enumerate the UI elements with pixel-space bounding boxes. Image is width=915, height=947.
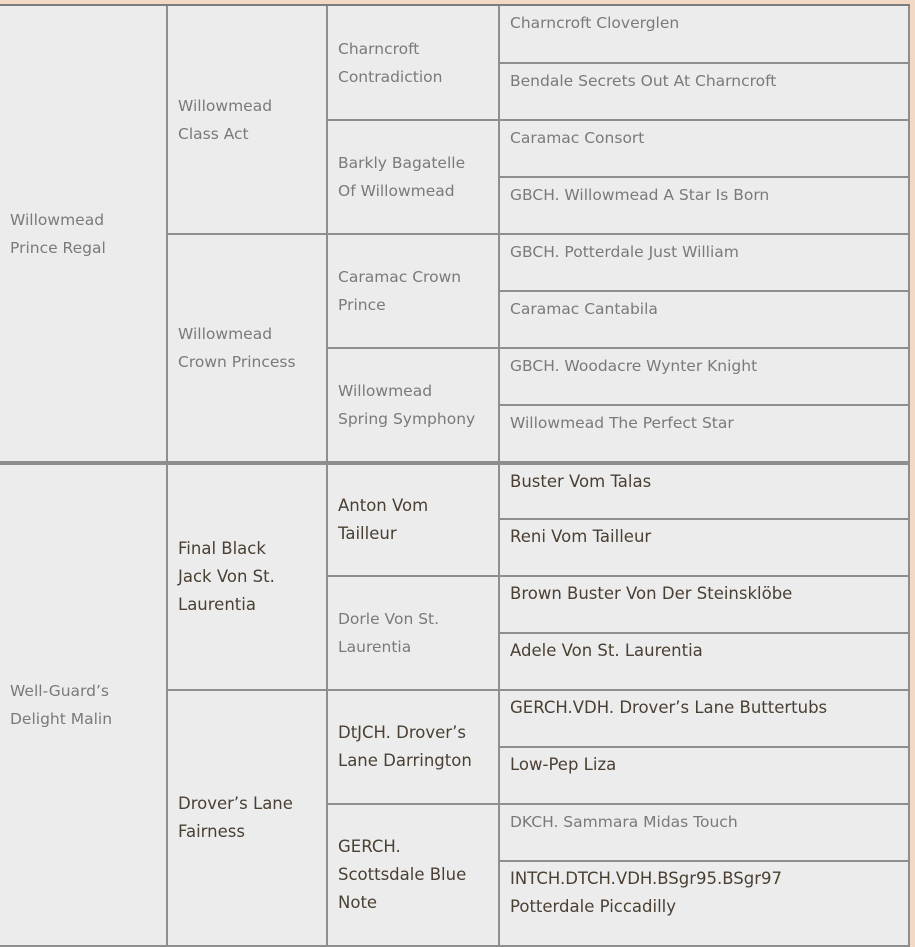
g4-cell-11 xyxy=(500,577,910,634)
g3-cell-3 xyxy=(328,235,500,349)
dam-cell xyxy=(0,463,168,947)
g3-cell-5 xyxy=(328,463,500,577)
g4-name-3: Caramac Consort xyxy=(510,129,645,147)
pedigree-table xyxy=(0,4,910,947)
dam-name: Well-Guard’s Delight Malin xyxy=(10,682,113,728)
g4-name-10: Reni Vom Tailleur xyxy=(510,527,652,546)
g4-cell-3 xyxy=(500,121,910,178)
g4-cell-10 xyxy=(500,520,910,577)
g3-name-8: GERCH. Scottsdale Blue Note xyxy=(338,837,467,912)
g4-name-9: Buster Vom Talas xyxy=(510,472,652,491)
g4-name-16: INTCH.DTCH.VDH.BSgr95.BSgr97 Potterdale Piccadilly xyxy=(510,869,783,916)
g4-cell-15 xyxy=(500,805,910,862)
g4-name-8: Willowmead The Perfect Star xyxy=(510,414,734,432)
dam-dam-cell xyxy=(168,691,328,947)
dam-sire-name: Final Black Jack Von St. Laurentia xyxy=(178,539,275,614)
g4-name-1: Charncroft Cloverglen xyxy=(510,14,680,32)
g3-cell-1 xyxy=(328,6,500,121)
dam-dam-name: Drover’s Lane Fairness xyxy=(178,794,293,841)
g4-cell-7 xyxy=(500,349,910,406)
g3-cell-2 xyxy=(328,121,500,235)
g3-cell-8 xyxy=(328,805,500,947)
g3-cell-4 xyxy=(328,349,500,463)
g4-cell-9 xyxy=(500,463,910,520)
g4-name-11: Brown Buster Von Der Steinsklöbe xyxy=(510,584,793,603)
sire-sire-cell xyxy=(168,6,328,235)
g4-cell-6 xyxy=(500,292,910,349)
g3-name-3: Caramac Crown Prince xyxy=(338,268,462,314)
dam-sire-cell xyxy=(168,463,328,691)
g4-name-13: GERCH.VDH. Drover’s Lane Buttertubs xyxy=(510,698,828,717)
g3-cell-6 xyxy=(328,577,500,691)
g4-name-12: Adele Von St. Laurentia xyxy=(510,641,703,660)
g4-cell-4 xyxy=(500,178,910,235)
g4-name-2: Bendale Secrets Out At Charncroft xyxy=(510,72,777,90)
g3-name-2: Barkly Bagatelle Of Willowmead xyxy=(338,154,466,200)
g3-name-5: Anton Vom Tailleur xyxy=(338,496,429,543)
sire-cell xyxy=(0,6,168,463)
g4-cell-13 xyxy=(500,691,910,748)
g3-name-7: DtJCH. Drover’s Lane Darrington xyxy=(338,723,472,770)
g4-name-15: DKCH. Sammara Midas Touch xyxy=(510,813,738,831)
g4-cell-12 xyxy=(500,634,910,691)
g4-name-6: Caramac Cantabila xyxy=(510,300,658,318)
sire-name: Willowmead Prince Regal xyxy=(10,210,106,257)
g3-name-6: Dorle Von St. Laurentia xyxy=(338,610,440,656)
sire-sire-name: Willowmead Class Act xyxy=(178,96,273,143)
g4-cell-14 xyxy=(500,748,910,805)
g4-name-14: Low-Pep Liza xyxy=(510,755,617,774)
g4-cell-1 xyxy=(500,6,910,64)
g3-name-4: Willowmead Spring Symphony xyxy=(338,382,476,428)
g4-cell-2 xyxy=(500,64,910,121)
g3-cell-7 xyxy=(328,691,500,805)
g4-name-5: GBCH. Potterdale Just William xyxy=(510,243,739,261)
g4-name-7: GBCH. Woodacre Wynter Knight xyxy=(510,357,758,375)
g4-name-4: GBCH. Willowmead A Star Is Born xyxy=(510,186,770,204)
g4-cell-16 xyxy=(500,862,910,947)
g3-name-1: Charncroft Contradiction xyxy=(338,39,443,86)
g4-cell-8 xyxy=(500,406,910,463)
sire-dam-cell xyxy=(168,235,328,463)
sire-dam-name: Willowmead Crown Princess xyxy=(178,325,296,371)
g4-cell-5 xyxy=(500,235,910,292)
